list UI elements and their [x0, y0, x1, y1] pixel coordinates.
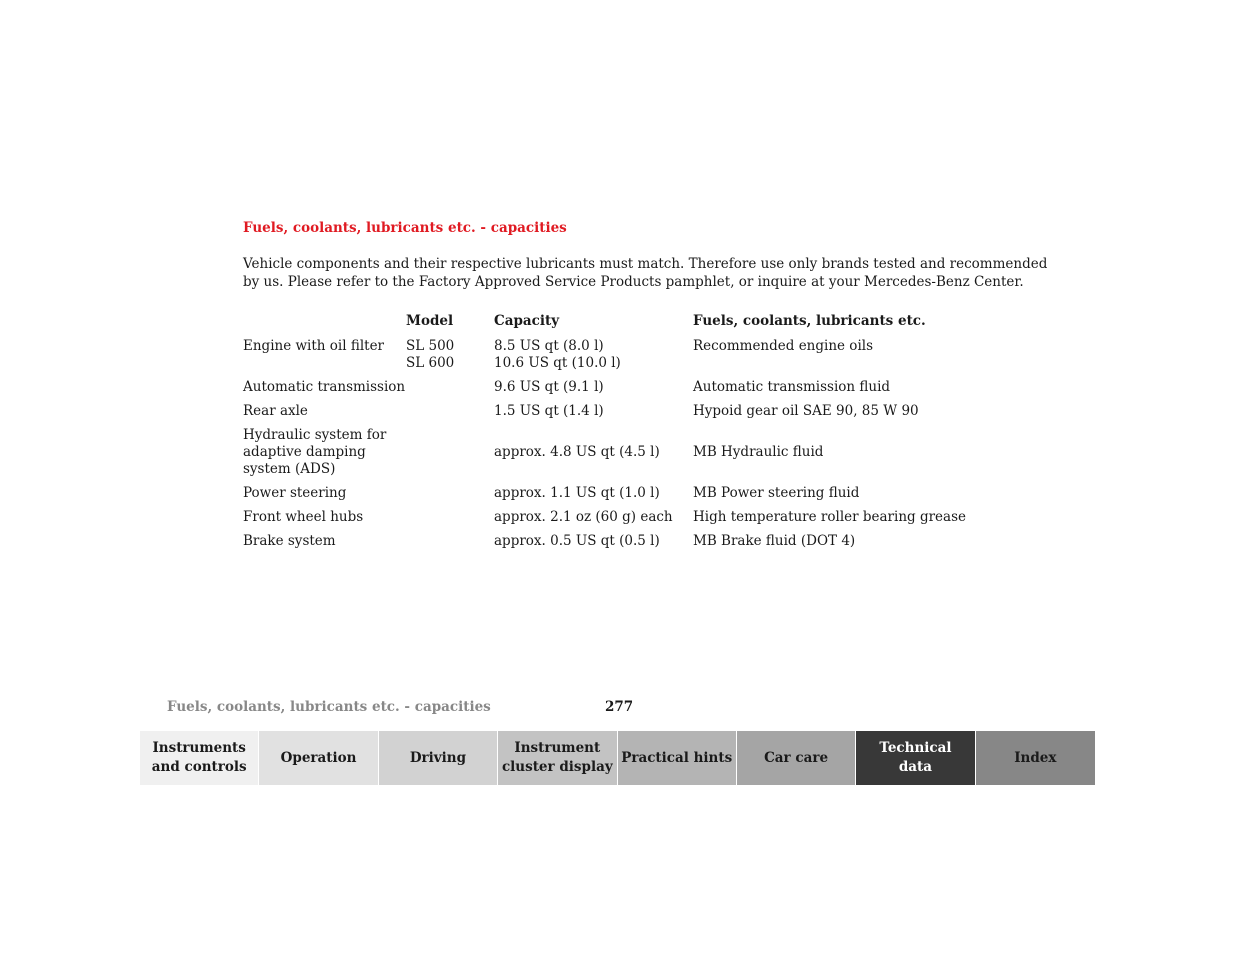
- nav-tab-driving[interactable]: [379, 731, 498, 785]
- cell-fluid: [693, 338, 1013, 379]
- cell-component: [243, 509, 406, 533]
- table-row: [243, 427, 1013, 485]
- cell-component-line: Hydraulic system for: [243, 427, 387, 443]
- cell-capacity-line: approx. 2.1 oz (60 g) each: [494, 509, 673, 525]
- cell-capacity-line: 1.5 US qt (1.4 l): [494, 403, 604, 419]
- cell-component-line: Power steering: [243, 485, 347, 501]
- table-header-row: [243, 313, 1013, 338]
- cell-fluid-line: Hypoid gear oil SAE 90, 85 W 90: [693, 403, 919, 419]
- cell-component: [243, 379, 406, 403]
- cell-fluid-line: MB Brake fluid (DOT 4): [693, 533, 856, 549]
- cell-fluid-line: MB Hydraulic fluid: [693, 444, 824, 460]
- nav-tab-instruments-and-controls[interactable]: [140, 731, 259, 785]
- footer-section-title: Fuels, coolants, lubricants etc. - capacities: [167, 699, 491, 715]
- page-number: 277: [605, 699, 634, 715]
- cell-fluid-line: Recommended engine oils: [693, 338, 874, 354]
- cell-component-line: Automatic transmission: [243, 379, 406, 395]
- cell-model: [406, 485, 494, 509]
- cell-component-line: Front wheel hubs: [243, 509, 364, 525]
- cell-capacity-line: approx. 1.1 US qt (1.0 l): [494, 485, 660, 501]
- cell-fluid-line: High temperature roller bearing grease: [693, 509, 966, 525]
- table-row: [243, 379, 1013, 403]
- cell-model: [406, 379, 494, 403]
- cell-capacity-line: approx. 4.8 US qt (4.5 l): [494, 444, 660, 460]
- cell-fluid: [693, 379, 1013, 403]
- cell-component: [243, 485, 406, 509]
- cell-component-line: Rear axle: [243, 403, 308, 419]
- nav-tab-label: cluster display: [501, 759, 613, 775]
- cell-fluid-line: Automatic transmission fluid: [693, 379, 891, 395]
- intro-line-1: Vehicle components and their respective lubricants must match. Therefore use only brands tested and recommended: [243, 256, 1048, 272]
- cell-model: [406, 427, 494, 485]
- intro-paragraph: [243, 255, 1048, 291]
- cell-component: [243, 427, 406, 485]
- cell-component: [243, 533, 406, 557]
- cell-fluid: [693, 485, 1013, 509]
- cell-model-line: SL 500: [406, 338, 455, 354]
- cell-fluid-line: MB Power steering fluid: [693, 485, 860, 501]
- cell-capacity: [494, 338, 693, 379]
- capacities-table: [243, 313, 1013, 557]
- cell-fluid: [693, 403, 1013, 427]
- nav-tab-label: Instruments: [152, 740, 246, 756]
- cell-capacity: [494, 509, 693, 533]
- cell-component: [243, 403, 406, 427]
- nav-tab-technical-data[interactable]: [856, 731, 975, 785]
- cell-component-line: Engine with oil filter: [243, 338, 385, 354]
- nav-tab-label: Technical: [879, 740, 952, 756]
- cell-capacity: [494, 403, 693, 427]
- cell-capacity: [494, 379, 693, 403]
- cell-capacity-line: 9.6 US qt (9.1 l): [494, 379, 604, 395]
- cell-component-line: Brake system: [243, 533, 336, 549]
- header-model: Model: [406, 313, 454, 329]
- nav-tab-label: Operation: [280, 749, 357, 766]
- table-row: [243, 338, 1013, 379]
- cell-component-line: system (ADS): [243, 461, 336, 477]
- intro-line-2: by us. Please refer to the Factory Approved Service Products pamphlet, or inquire at your Mercedes-Benz Center.: [243, 274, 1024, 290]
- nav-tab-practical-hints[interactable]: [618, 731, 737, 785]
- cell-model: [406, 403, 494, 427]
- chapter-nav-bar: [140, 731, 1095, 785]
- header-capacity: Capacity: [494, 313, 560, 329]
- nav-tab-label: Practical hints: [621, 749, 733, 766]
- table-body: [243, 338, 1013, 557]
- nav-tab-label: Index: [1014, 749, 1057, 766]
- cell-component-line: adaptive damping: [243, 444, 366, 460]
- cell-model: [406, 338, 494, 379]
- nav-tab-label: Driving: [409, 749, 467, 766]
- cell-capacity: [494, 485, 693, 509]
- nav-tab-label: Car care: [764, 749, 829, 766]
- nav-tab-operation[interactable]: [259, 731, 378, 785]
- header-fluid: Fuels, coolants, lubricants etc.: [693, 313, 926, 329]
- cell-fluid: [693, 533, 1013, 557]
- cell-capacity: [494, 427, 693, 485]
- cell-capacity-line: 8.5 US qt (8.0 l): [494, 338, 604, 354]
- cell-fluid: [693, 427, 1013, 485]
- section-title: Fuels, coolants, lubricants etc. - capacities: [243, 220, 567, 236]
- nav-tab-index[interactable]: [976, 731, 1095, 785]
- nav-tab-instrument-cluster-display[interactable]: [498, 731, 617, 785]
- nav-tab-car-care[interactable]: [737, 731, 856, 785]
- cell-capacity: [494, 533, 693, 557]
- nav-tab-label: and controls: [151, 759, 247, 775]
- table-row: [243, 533, 1013, 557]
- table-row: [243, 403, 1013, 427]
- cell-model-line: SL 600: [406, 355, 455, 371]
- table-row: [243, 509, 1013, 533]
- cell-model: [406, 509, 494, 533]
- cell-component: [243, 338, 406, 379]
- cell-model: [406, 533, 494, 557]
- header-component: [243, 313, 406, 338]
- table-row: [243, 485, 1013, 509]
- cell-fluid: [693, 509, 1013, 533]
- nav-tab-label: data: [898, 759, 933, 775]
- nav-tab-label: Instrument: [514, 740, 601, 756]
- cell-capacity-line: approx. 0.5 US qt (0.5 l): [494, 533, 660, 549]
- cell-capacity-line: 10.6 US qt (10.0 l): [494, 355, 621, 371]
